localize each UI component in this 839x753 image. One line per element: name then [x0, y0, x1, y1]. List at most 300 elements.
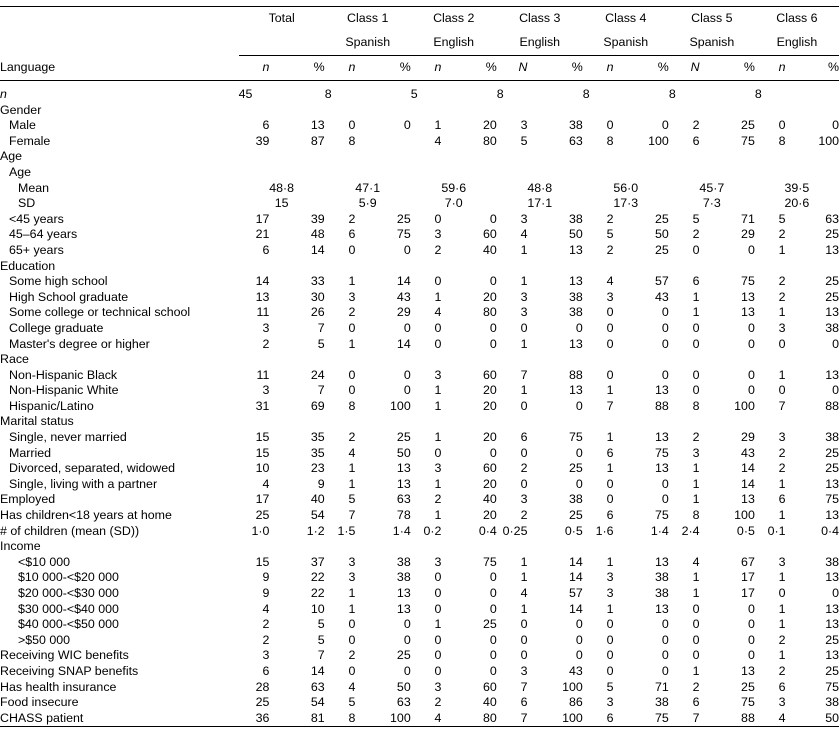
cell-n [755, 259, 786, 275]
cell-pct: 5 [317, 617, 325, 632]
row-label: Married [9, 445, 51, 460]
table-row [0, 570, 839, 586]
cell-pct: 63 [396, 492, 411, 507]
cell-pct [786, 259, 839, 275]
cell-n: 3 [520, 118, 528, 133]
cell-n: 3 [262, 648, 270, 663]
cell-pct [269, 414, 324, 430]
cell-n: 2 [262, 336, 270, 351]
row-label: Divorced, separated, widowed [9, 461, 175, 476]
cell-n [325, 539, 356, 555]
cell-pct: 13 [396, 461, 411, 476]
cell-n: 21 [255, 227, 270, 242]
cell-n: 9 [262, 586, 270, 600]
cell-n [325, 352, 356, 368]
cell-pct [269, 352, 324, 368]
cell-n: 0 [348, 367, 356, 382]
cell-n: 8 [348, 133, 356, 148]
cell-pct [700, 352, 755, 368]
cell-pct: 54 [310, 695, 325, 710]
cell-n: 2 [520, 461, 528, 476]
cell-pct: 25 [655, 242, 669, 257]
cell-n: 3 [778, 430, 786, 445]
cell-pct [269, 103, 324, 119]
cell-n [583, 259, 614, 275]
cell-pct: 0·5 [564, 523, 583, 538]
cell-n: 0 [520, 445, 528, 460]
cell-n: 3 [606, 570, 614, 585]
cell-n [239, 539, 270, 555]
cell-pct: 13 [655, 430, 669, 445]
cell-n: 5 [348, 695, 356, 710]
cell-pct: 50 [786, 711, 839, 727]
cell-n: 0 [606, 632, 614, 647]
cell-pct [269, 81, 324, 103]
cell-pct: 63 [825, 211, 839, 226]
cell-n: 1 [778, 508, 786, 523]
row-label: $20 000-<$30 000 [18, 586, 119, 600]
cell-pct: 38 [568, 211, 583, 226]
cell-n: 1 [520, 601, 528, 616]
cell-pct: 40 [482, 695, 497, 710]
table-row [0, 711, 839, 727]
table-row [0, 633, 839, 649]
cell-n: 4 [434, 133, 442, 148]
cell-pct: 0 [661, 492, 669, 507]
cell-n: 7 [348, 508, 356, 523]
cell-value: 17·3 [613, 196, 639, 211]
cell-pct: 20 [482, 430, 497, 445]
cell-pct [355, 165, 410, 181]
cell-n: 2 [262, 617, 270, 632]
cell-pct: 0 [489, 601, 497, 616]
cell-n [583, 165, 614, 181]
cell-pct: 0·4 [821, 523, 839, 538]
cell-n: 39 [255, 133, 270, 148]
cell-pct: 0 [489, 632, 497, 647]
cell-pct [527, 103, 582, 119]
cell-n: 8 [606, 133, 614, 148]
cell-pct: 40 [482, 242, 497, 257]
cell-n: 0 [434, 211, 442, 226]
cell-n: 0 [520, 398, 528, 413]
cell-pct: 25 [568, 508, 583, 523]
cell-n: 8 [348, 398, 356, 413]
cell-pct: 13 [310, 118, 325, 133]
cell-pct: 0 [747, 383, 755, 398]
cell-n: 5 [692, 211, 700, 226]
cell-n [497, 149, 528, 165]
language-class-4: Spanish [583, 31, 669, 56]
cell-pct: 38 [396, 554, 411, 569]
cell-pct: 14 [741, 461, 755, 476]
cell-n: 6 [583, 711, 614, 727]
cell-pct [441, 165, 496, 181]
cell-pct [527, 149, 582, 165]
cell-n: 1 [778, 242, 786, 257]
cell-n: 1 [348, 601, 356, 616]
cell-pct: 13 [655, 461, 669, 476]
row-label: <45 years [9, 211, 64, 226]
cell-n: 0 [348, 383, 356, 398]
cell-pct: 88 [655, 398, 669, 413]
cell-n [411, 539, 442, 555]
cell-n: 5 [410, 87, 418, 101]
cell-n: 45 [238, 87, 253, 101]
cell-pct: 0 [747, 632, 755, 647]
cell-n: 17 [255, 492, 270, 507]
table-row [0, 274, 839, 290]
cell-pct: 38 [568, 118, 583, 133]
cell-n: 0·1 [767, 523, 786, 538]
col-n: n [325, 56, 356, 81]
cell-pct: 75 [741, 695, 755, 710]
cell-pct: 20 [482, 289, 497, 304]
cell-n: 2 [778, 461, 786, 476]
cell-pct [786, 352, 839, 368]
row-label: Female [9, 133, 51, 148]
cell-pct: 0 [747, 648, 755, 663]
cell-n: 1 [348, 586, 356, 600]
cell-pct: 57 [655, 274, 669, 289]
cell-n: 3 [434, 461, 442, 476]
cell-pct: 0·4 [478, 523, 497, 538]
cell-n: 1 [520, 554, 528, 569]
cell-pct: 0 [661, 663, 669, 678]
cell-pct [269, 165, 324, 181]
cell-n [583, 539, 614, 555]
cell-pct: 25 [655, 211, 669, 226]
cell-pct: 35 [310, 445, 325, 460]
cell-value: 20·6 [784, 196, 810, 211]
cell-pct: 38 [655, 570, 669, 585]
cell-pct: 80 [482, 133, 497, 148]
table-row [0, 477, 839, 493]
cell-pct: 14 [568, 570, 583, 585]
cell-n: 0 [434, 570, 442, 585]
cell-n [411, 103, 442, 119]
cell-n: 2 [692, 227, 700, 242]
header-row-languages [0, 31, 839, 56]
cell-pct: 0 [403, 383, 411, 398]
cell-n: 0 [348, 632, 356, 647]
cell-n [497, 414, 528, 430]
cell-n: 3 [778, 320, 786, 335]
cell-pct: 0 [661, 648, 669, 663]
cell-n [755, 149, 786, 165]
cell-pct: 80 [482, 305, 497, 320]
cell-n: 6 [262, 118, 270, 133]
cell-n: 6 [606, 508, 614, 523]
cell-pct: 0 [489, 320, 497, 335]
cell-n: 1 [606, 430, 614, 445]
cell-pct: 1·2 [306, 523, 325, 538]
cell-pct [786, 414, 839, 430]
row-label: <$10 000 [18, 554, 71, 569]
cell-n: 0 [434, 586, 442, 600]
table-row [0, 134, 839, 150]
cell-n: 0 [778, 586, 786, 600]
cell-pct: 14 [568, 554, 583, 569]
row-label: Single, living with a partner [9, 476, 158, 491]
row-label: Mean [18, 180, 49, 195]
table-row [0, 399, 839, 415]
cell-n: 6 [262, 242, 270, 257]
cell-pct: 0 [661, 336, 669, 351]
cell-pct: 0 [747, 617, 755, 632]
cell-pct: 43 [655, 289, 669, 304]
cell-n: 1 [778, 648, 786, 663]
row-label: CHASS patient [0, 711, 239, 727]
row-label: 65+ years [9, 242, 64, 257]
table-row [0, 212, 839, 228]
cell-n [755, 165, 786, 181]
cell-n: 0 [692, 336, 700, 351]
cell-pct: 13 [568, 274, 583, 289]
cell-n [669, 149, 700, 165]
cell-pct: 13 [825, 617, 839, 632]
cell-pct: 13 [568, 336, 583, 351]
cell-pct [700, 103, 755, 119]
cell-n: 15 [255, 554, 270, 569]
cell-pct: 25 [396, 211, 411, 226]
cell-pct: 0 [661, 617, 669, 632]
row-label-header: Language [0, 56, 239, 81]
cell-pct: 13 [825, 508, 839, 523]
cell-n: 0 [520, 476, 528, 491]
cell-pct: 0 [661, 118, 669, 133]
cell-n: 7 [520, 679, 528, 694]
cell-n [411, 414, 442, 430]
cell-n: 2 [778, 274, 786, 289]
cell-n: 3 [348, 554, 356, 569]
cell-n: 15 [255, 430, 270, 445]
cell-pct: 0 [489, 445, 497, 460]
cell-pct: 0 [832, 586, 839, 600]
row-label: Age [9, 164, 32, 179]
cell-pct: 0 [489, 274, 497, 289]
cell-pct [355, 81, 410, 103]
cell-n: 10 [255, 461, 270, 476]
col-pct: % [614, 56, 669, 81]
cell-pct: 38 [825, 430, 839, 445]
cell-n: 0 [692, 617, 700, 632]
cell-n [497, 165, 528, 181]
cell-pct: 7 [317, 648, 325, 663]
cell-pct: 0 [575, 617, 583, 632]
cell-pct [527, 539, 582, 555]
cell-value: 45·7 [699, 180, 725, 195]
cell-pct: 0 [489, 211, 497, 226]
cell-n: 3 [434, 679, 442, 694]
cell-n: 0 [520, 632, 528, 647]
row-label: College graduate [9, 320, 104, 335]
cell-pct: 60 [482, 461, 497, 476]
cell-n: 0 [348, 118, 356, 133]
cell-pct [614, 149, 669, 165]
cell-n: 1 [434, 617, 442, 632]
cell-pct: 63 [396, 695, 411, 710]
cell-n: 8 [496, 87, 504, 101]
cell-n [497, 259, 528, 275]
cell-pct: 13 [741, 492, 755, 507]
cell-pct: 43 [396, 289, 411, 304]
cell-n: 3 [434, 554, 442, 569]
cell-n: 0 [434, 663, 442, 678]
cell-pct: 0 [661, 476, 669, 491]
cell-value: 59·6 [441, 180, 467, 195]
cell-pct: 0 [747, 601, 755, 616]
table-row [0, 305, 839, 321]
cell-n: 1 [692, 305, 700, 320]
row-label: $10 000-<$20 000 [18, 570, 119, 585]
row-label: $30 000-<$40 000 [18, 601, 119, 616]
table-row [0, 149, 839, 165]
cell-n: 3 [520, 211, 528, 226]
group-class-1: Class 1 [325, 7, 411, 32]
cell-pct: 0 [661, 305, 669, 320]
cell-pct: 75 [482, 554, 497, 569]
cell-n [669, 103, 700, 119]
cell-pct [441, 81, 496, 103]
cell-n: 2 [434, 492, 442, 507]
cell-n [411, 259, 442, 275]
cell-pct: 13 [655, 383, 669, 398]
cell-pct: 7 [317, 383, 325, 398]
cell-pct [441, 539, 496, 555]
cell-n: 3 [520, 289, 528, 304]
cell-pct: 71 [655, 679, 669, 694]
cell-n: 0 [434, 336, 442, 351]
cell-pct: 25 [825, 632, 839, 647]
cell-n: 0 [606, 663, 614, 678]
cell-pct: 100 [818, 133, 839, 148]
cell-pct: 100 [734, 508, 755, 523]
cell-pct [700, 81, 755, 103]
cell-pct: 17 [741, 570, 755, 585]
col-pct: % [355, 56, 410, 81]
cell-pct: 13 [825, 601, 839, 616]
cell-value: 56·0 [613, 180, 639, 195]
cell-pct [269, 539, 324, 555]
cell-pct: 5 [317, 336, 325, 351]
cell-n: 0 [606, 305, 614, 320]
cell-n: 0 [434, 648, 442, 663]
cell-n: 1 [606, 601, 614, 616]
cell-pct: 0 [575, 632, 583, 647]
cell-n: 3 [520, 492, 528, 507]
cell-n: 2 [692, 430, 700, 445]
cell-pct: 88 [700, 711, 755, 727]
cell-n: 0 [692, 367, 700, 382]
group-class-2: Class 2 [411, 7, 497, 32]
cell-pct: 0 [403, 663, 411, 678]
cell-n: 36 [239, 711, 270, 727]
cell-n [325, 149, 356, 165]
row-label: Receiving SNAP benefits [0, 663, 139, 678]
cell-n: 0 [692, 242, 700, 257]
row-label: Some college or technical school [9, 305, 191, 320]
table-row [0, 414, 839, 430]
row-label: Male [9, 118, 36, 133]
cell-pct: 25 [396, 430, 411, 445]
table-row [0, 680, 839, 696]
cell-n: 14 [255, 274, 270, 289]
cell-pct: 0 [403, 118, 411, 133]
row-label: # of children (mean (SD)) [0, 523, 140, 538]
cell-n: 5 [606, 679, 614, 694]
cell-pct: 29 [396, 305, 411, 320]
cell-n: 2 [348, 648, 356, 663]
cell-n: 0 [520, 648, 528, 663]
cell-pct [786, 81, 839, 103]
cell-pct: 13 [825, 648, 839, 663]
cell-n: 1 [692, 663, 700, 678]
table-row [0, 695, 839, 711]
cell-n: 1 [606, 554, 614, 569]
cell-pct: 25 [741, 679, 755, 694]
cell-pct: 25 [568, 461, 583, 476]
cell-n: 1 [778, 570, 786, 585]
cell-pct [527, 414, 582, 430]
table-row [0, 165, 839, 181]
cell-pct: 63 [310, 679, 325, 694]
cell-n: 2 [778, 289, 786, 304]
table-row [0, 586, 839, 602]
cell-n: 0 [778, 118, 786, 133]
cell-n: 0 [606, 118, 614, 133]
cell-pct: 78 [396, 508, 411, 523]
cell-n: 5 [606, 227, 614, 242]
cell-pct: 39 [310, 211, 325, 226]
cell-pct: 0 [403, 632, 411, 647]
cell-n [325, 103, 356, 119]
cell-pct: 87 [310, 133, 325, 148]
cell-pct: 100 [527, 711, 582, 727]
cell-n: 0 [348, 617, 356, 632]
cell-n: 6 [606, 445, 614, 460]
cell-pct: 0 [575, 648, 583, 663]
cell-n: 1 [348, 274, 356, 289]
cell-n: 0 [606, 336, 614, 351]
cell-n: 1 [434, 476, 442, 491]
cell-pct: 14 [568, 601, 583, 616]
cell-pct: 75 [741, 274, 755, 289]
cell-n: 7 [778, 398, 786, 413]
cell-n: 2 [606, 242, 614, 257]
cell-pct: 0 [489, 648, 497, 663]
cell-n [583, 149, 614, 165]
cell-n: 17 [255, 211, 270, 226]
cell-pct [700, 539, 755, 555]
cell-n: 2 [778, 632, 786, 647]
row-label: Marital status [0, 414, 74, 429]
table-row [0, 555, 839, 571]
col-pct: % [700, 56, 755, 81]
cell-n: 3 [434, 227, 442, 242]
cell-pct [614, 81, 669, 103]
cell-pct [700, 414, 755, 430]
cell-n: 1 [434, 289, 442, 304]
cell-pct: 22 [310, 586, 325, 600]
cell-n: 25 [255, 695, 270, 710]
cell-pct: 75 [655, 508, 669, 523]
cell-pct: 25 [825, 227, 839, 242]
cell-n: 0 [692, 648, 700, 663]
cell-n: 5 [348, 492, 356, 507]
cell-pct: 0 [575, 398, 583, 413]
cell-n: 3 [348, 289, 356, 304]
